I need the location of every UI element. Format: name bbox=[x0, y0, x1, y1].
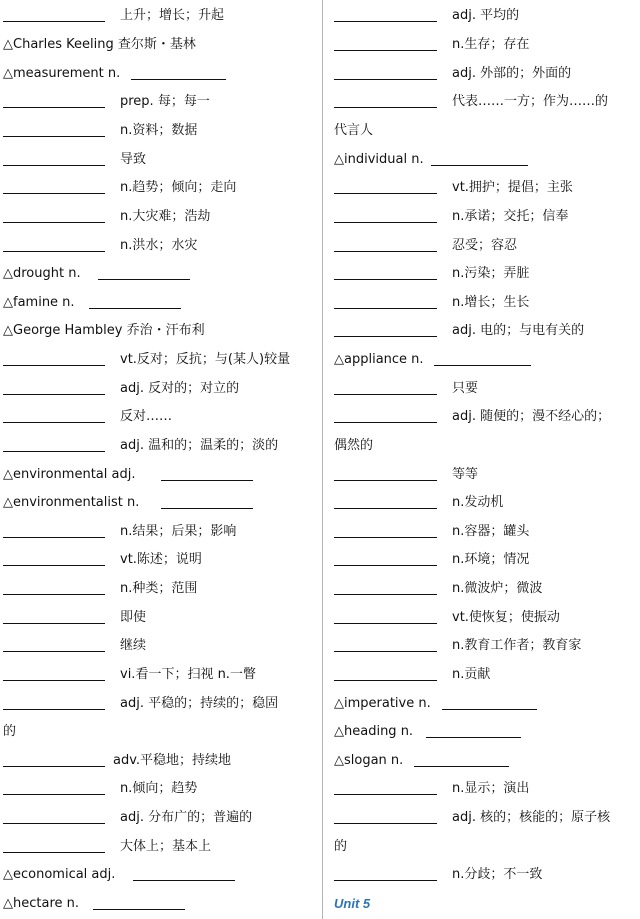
definition: n.环境；情况 bbox=[452, 552, 530, 567]
vocab-row bbox=[334, 722, 637, 742]
vocab-row bbox=[334, 608, 637, 628]
answer-blank[interactable] bbox=[334, 823, 437, 824]
answer-blank[interactable] bbox=[3, 107, 105, 108]
vocab-row bbox=[334, 865, 637, 885]
definition: 继续 bbox=[120, 638, 147, 653]
answer-blank[interactable] bbox=[161, 508, 253, 509]
vocab-row bbox=[334, 465, 637, 485]
answer-blank[interactable] bbox=[334, 107, 437, 108]
term-label: △environmentalist n. bbox=[3, 495, 140, 510]
definition-continuation: 的 bbox=[3, 724, 17, 739]
vocab-row bbox=[334, 321, 637, 341]
answer-blank[interactable] bbox=[334, 565, 437, 566]
vocab-row bbox=[334, 837, 637, 857]
definition: adj. 平稳的；持续的；稳固 bbox=[120, 696, 279, 711]
vocab-row bbox=[334, 64, 637, 84]
definition: adj. 随便的；漫不经心的； bbox=[452, 409, 611, 424]
answer-blank[interactable] bbox=[334, 480, 437, 481]
term-label: △appliance n. bbox=[334, 352, 424, 367]
vocab-row bbox=[334, 35, 637, 55]
definition: vt.使恢复；使振动 bbox=[452, 610, 560, 625]
answer-blank[interactable] bbox=[442, 709, 537, 710]
vocab-row bbox=[3, 579, 313, 599]
term-label: △heading n. bbox=[334, 724, 414, 739]
answer-blank[interactable] bbox=[334, 279, 437, 280]
vocab-row bbox=[3, 493, 313, 513]
term-label: △slogan n. bbox=[334, 753, 404, 768]
vocab-row bbox=[3, 779, 313, 799]
vocab-row bbox=[334, 751, 637, 771]
answer-blank[interactable] bbox=[3, 651, 105, 652]
definition: n.倾向；趋势 bbox=[120, 781, 198, 796]
vocab-row bbox=[334, 694, 637, 714]
definition-continuation: 的 bbox=[334, 839, 348, 854]
vocab-row bbox=[334, 665, 637, 685]
vocab-row bbox=[334, 350, 637, 370]
term-label: △George Hambley 乔治・汗布利 bbox=[3, 323, 205, 338]
definition: n.生存；存在 bbox=[452, 37, 530, 52]
answer-blank[interactable] bbox=[3, 537, 105, 538]
definition: n.承诺；交托；信奉 bbox=[452, 209, 569, 224]
vocab-row bbox=[334, 121, 637, 141]
definition: n.教育工作者；教育家 bbox=[452, 638, 582, 653]
vocab-row bbox=[3, 321, 313, 341]
vocab-row bbox=[334, 522, 637, 542]
answer-blank[interactable] bbox=[334, 537, 437, 538]
vocab-row bbox=[334, 779, 637, 799]
answer-blank[interactable] bbox=[98, 279, 190, 280]
answer-blank[interactable] bbox=[426, 737, 521, 738]
definition: vi.看一下；扫视 n.一瞥 bbox=[120, 667, 256, 682]
vocab-row bbox=[3, 236, 313, 256]
definition: adj. 分布广的；普遍的 bbox=[120, 810, 253, 825]
definition: n.发动机 bbox=[452, 495, 504, 510]
definition: n.分歧；不一致 bbox=[452, 867, 543, 882]
vocab-row bbox=[334, 808, 637, 828]
definition: n.容器；罐头 bbox=[452, 524, 530, 539]
definition: adv.平稳地；持续地 bbox=[113, 753, 232, 768]
answer-blank[interactable] bbox=[3, 680, 105, 681]
term-label: △environmental adj. bbox=[3, 467, 136, 482]
vocab-row bbox=[3, 207, 313, 227]
vocab-row bbox=[334, 493, 637, 513]
term-label: △Charles Keeling 查尔斯・基林 bbox=[3, 37, 196, 52]
vocab-row bbox=[3, 694, 313, 714]
vocab-row bbox=[3, 150, 313, 170]
answer-blank[interactable] bbox=[3, 394, 105, 395]
vocab-row bbox=[3, 35, 313, 55]
vocab-row bbox=[3, 837, 313, 857]
column-divider bbox=[322, 0, 323, 919]
answer-blank[interactable] bbox=[3, 623, 105, 624]
vocab-row bbox=[334, 178, 637, 198]
definition: 代表……一方；作为……的 bbox=[452, 94, 609, 109]
vocab-row bbox=[3, 121, 313, 141]
answer-blank[interactable] bbox=[334, 594, 437, 595]
vocab-row bbox=[334, 579, 637, 599]
vocab-row bbox=[3, 92, 313, 112]
answer-blank[interactable] bbox=[3, 852, 105, 853]
answer-blank[interactable] bbox=[3, 794, 105, 795]
answer-blank[interactable] bbox=[431, 165, 528, 166]
definition: adj. 反对的；对立的 bbox=[120, 381, 240, 396]
vocab-row bbox=[3, 722, 313, 742]
answer-blank[interactable] bbox=[133, 880, 235, 881]
definition: adj. 平均的 bbox=[452, 8, 520, 23]
vocab-row bbox=[334, 550, 637, 570]
answer-blank[interactable] bbox=[3, 193, 105, 194]
definition: vt.反对；反抗；与(某人)较量 bbox=[120, 352, 291, 367]
vocab-row bbox=[334, 293, 637, 313]
vocab-row bbox=[3, 865, 313, 885]
definition: n.微波炉；微波 bbox=[452, 581, 543, 596]
vocab-row bbox=[3, 608, 313, 628]
definition: 等等 bbox=[452, 467, 479, 482]
answer-blank[interactable] bbox=[334, 251, 437, 252]
definition: 上升；增长；升起 bbox=[120, 8, 225, 23]
answer-blank[interactable] bbox=[3, 594, 105, 595]
answer-blank[interactable] bbox=[93, 909, 185, 910]
vocab-row bbox=[3, 436, 313, 456]
vocab-row bbox=[3, 407, 313, 427]
vocab-row bbox=[334, 6, 637, 26]
definition: adj. 外部的；外面的 bbox=[452, 66, 572, 81]
definition: 导致 bbox=[120, 152, 147, 167]
answer-blank[interactable] bbox=[334, 651, 437, 652]
answer-blank[interactable] bbox=[334, 623, 437, 624]
answer-blank[interactable] bbox=[334, 21, 437, 22]
answer-blank[interactable] bbox=[3, 222, 105, 223]
answer-blank[interactable] bbox=[3, 709, 105, 710]
answer-blank[interactable] bbox=[89, 308, 181, 309]
definition-continuation: 偶然的 bbox=[334, 438, 374, 453]
term-label: △economical adj. bbox=[3, 867, 116, 882]
vocab-row bbox=[334, 407, 637, 427]
vocab-row bbox=[334, 436, 637, 456]
definition: adj. 核的；核能的；原子核 bbox=[452, 810, 611, 825]
vocab-row bbox=[3, 6, 313, 26]
term-label: △famine n. bbox=[3, 295, 75, 310]
vocab-row bbox=[3, 751, 313, 771]
answer-blank[interactable] bbox=[334, 308, 437, 309]
answer-blank[interactable] bbox=[334, 680, 437, 681]
vocab-row bbox=[3, 894, 313, 914]
answer-blank[interactable] bbox=[3, 365, 105, 366]
definition: n.显示；演出 bbox=[452, 781, 530, 796]
vocab-row bbox=[3, 522, 313, 542]
definition: n.种类；范围 bbox=[120, 581, 198, 596]
vocab-row bbox=[334, 264, 637, 284]
answer-blank[interactable] bbox=[334, 794, 437, 795]
definition: 即使 bbox=[120, 610, 147, 625]
answer-blank[interactable] bbox=[334, 394, 437, 395]
answer-blank[interactable] bbox=[334, 336, 437, 337]
vocab-row bbox=[3, 64, 313, 84]
answer-blank[interactable] bbox=[434, 365, 531, 366]
answer-blank[interactable] bbox=[334, 79, 437, 80]
definition: n.资料；数据 bbox=[120, 123, 198, 138]
left-column bbox=[3, 0, 313, 919]
vocab-row bbox=[334, 92, 637, 112]
vocab-row bbox=[3, 636, 313, 656]
definition: vt.陈述；说明 bbox=[120, 552, 202, 567]
answer-blank[interactable] bbox=[334, 422, 437, 423]
vocab-row bbox=[3, 665, 313, 685]
vocab-row bbox=[334, 236, 637, 256]
answer-blank[interactable] bbox=[334, 508, 437, 509]
answer-blank[interactable] bbox=[334, 193, 437, 194]
vocab-row bbox=[334, 894, 637, 914]
answer-blank[interactable] bbox=[3, 21, 105, 22]
definition: n.趋势；倾向；走向 bbox=[120, 180, 237, 195]
answer-blank[interactable] bbox=[131, 79, 226, 80]
vocab-row bbox=[3, 293, 313, 313]
answer-blank[interactable] bbox=[334, 222, 437, 223]
definition: n.结果；后果；影响 bbox=[120, 524, 237, 539]
answer-blank[interactable] bbox=[3, 165, 105, 166]
vocab-row bbox=[3, 379, 313, 399]
definition: n.污染；弄脏 bbox=[452, 266, 530, 281]
answer-blank[interactable] bbox=[334, 880, 437, 881]
answer-blank[interactable] bbox=[3, 136, 105, 137]
term-label: △hectare n. bbox=[3, 896, 80, 911]
answer-blank[interactable] bbox=[334, 50, 437, 51]
answer-blank[interactable] bbox=[414, 766, 509, 767]
term-label: △drought n. bbox=[3, 266, 81, 281]
vocab-row bbox=[334, 636, 637, 656]
answer-blank[interactable] bbox=[161, 480, 253, 481]
vocab-row bbox=[334, 150, 637, 170]
definition: 忍受；容忍 bbox=[452, 238, 518, 253]
vocab-row bbox=[3, 550, 313, 570]
definition: n.增长；生长 bbox=[452, 295, 530, 310]
answer-blank[interactable] bbox=[3, 251, 105, 252]
definition: adj. 温和的；温柔的；淡的 bbox=[120, 438, 279, 453]
definition: n.贡献 bbox=[452, 667, 491, 682]
term-label: △imperative n. bbox=[334, 696, 431, 711]
vocab-row bbox=[3, 465, 313, 485]
definition: 只要 bbox=[452, 381, 479, 396]
answer-blank[interactable] bbox=[3, 766, 105, 767]
definition: prep. 每；每一 bbox=[120, 94, 210, 109]
term-label: △individual n. bbox=[334, 152, 424, 167]
vocab-row bbox=[3, 178, 313, 198]
answer-blank[interactable] bbox=[3, 565, 105, 566]
definition: adj. 电的；与电有关的 bbox=[452, 323, 585, 338]
definition: vt.拥护；提倡；主张 bbox=[452, 180, 573, 195]
answer-blank[interactable] bbox=[3, 451, 105, 452]
definition: n.大灾难；浩劫 bbox=[120, 209, 211, 224]
answer-blank[interactable] bbox=[3, 422, 105, 423]
vocab-row bbox=[3, 264, 313, 284]
term-label: △measurement n. bbox=[3, 66, 121, 81]
answer-blank[interactable] bbox=[3, 823, 105, 824]
definition: 大体上；基本上 bbox=[120, 839, 212, 854]
right-column bbox=[334, 0, 637, 919]
vocab-row bbox=[3, 350, 313, 370]
definition-continuation: 代言人 bbox=[334, 123, 374, 138]
vocab-row bbox=[334, 207, 637, 227]
vocab-row bbox=[3, 808, 313, 828]
definition: 反对…… bbox=[120, 409, 173, 424]
unit-heading: Unit 5 bbox=[334, 896, 371, 911]
vocab-row bbox=[334, 379, 637, 399]
definition: n.洪水；水灾 bbox=[120, 238, 198, 253]
